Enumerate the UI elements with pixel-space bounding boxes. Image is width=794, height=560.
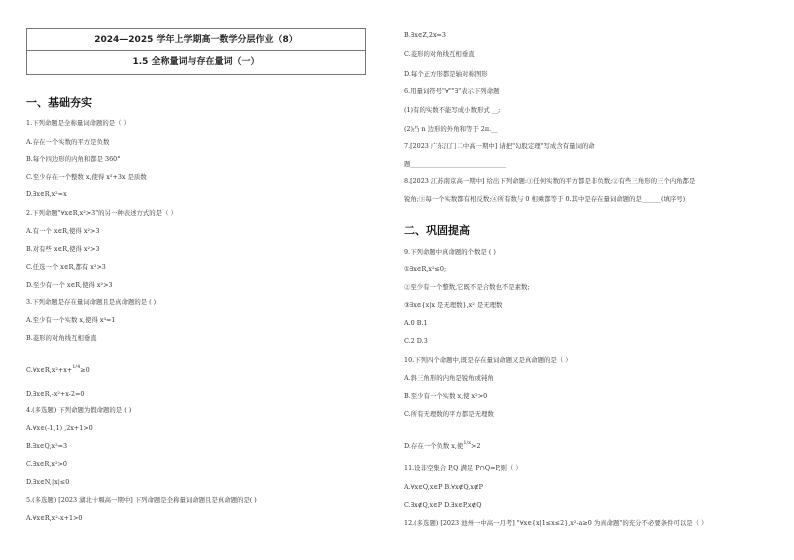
question-line: 锐角;③每一个实数都有相反数;④所有数与 0 相乘都等于 0.其中是存在量词命题的是______(填序号) — [404, 195, 686, 203]
option-line: A.∀x∈(-1,1) ,2x+1>0 — [26, 424, 93, 432]
option-line: B.∃x∈Q,x²=3 — [26, 442, 68, 450]
question-line: 题______________________________ — [404, 160, 507, 168]
option-line: C.至少存在一个整数 x,使得 x²+3x 是质数 — [26, 173, 147, 181]
section-heading-2: 二、巩固提高 — [404, 224, 470, 237]
question-line: 2.下列命题"∀x∈R,x²>3"的另一种表述方式的是（ ） — [26, 209, 177, 217]
option-line — [404, 442, 480, 451]
question-line: (2)凸 n 边形的外角和等于 2π.__ — [404, 125, 498, 133]
question-line: 10.下列四个命题中,既是存在量词命题又是真命题的是（ ） — [404, 356, 572, 364]
option-line: D.∃x∈R,x²=x — [26, 190, 67, 198]
option-line — [26, 366, 90, 375]
fraction: 1/4 — [72, 364, 81, 370]
option-line: D.∃x∈N,|x|≤0 — [26, 478, 70, 486]
option-line: B.每个四边形的内角和都是 360° — [26, 155, 121, 163]
option-text: >2 — [471, 442, 481, 450]
option-line: D.∃x∈R,-x²+x-2=0 — [26, 390, 85, 398]
option-line: D.至少有一个 x∈R,使得 x²>3 — [26, 281, 113, 289]
fraction: 1/x — [463, 440, 472, 446]
option-line: ①∃x∈R,x²≤0; — [404, 265, 447, 273]
section-heading-1: 一、基础夯实 — [26, 96, 92, 109]
option-line: C.∃x∈R,x²>0 — [26, 460, 67, 468]
option-text: C.∀x∈R,x²+x+ — [26, 366, 73, 374]
question-line: 3.下列命题是存在量词命题且是真命题的是 ( ) — [26, 298, 157, 306]
option-line: A.斜三角形的内角是锐角或钝角 — [404, 374, 494, 382]
option-line: B.至少有一个实数 x,使 x²>0 — [404, 392, 488, 400]
question-line: (1)有的实数不能写成小数形式 __; — [404, 106, 501, 114]
option-line: A.至少有一个实数 x,使得 x³=1 — [26, 316, 116, 324]
option-line: B.菱形的对角线互相垂直 — [26, 334, 97, 342]
option-line: B.对有些 x∈R,使得 x²>3 — [26, 245, 100, 253]
page-subtitle: 1.5 全称量词与存在量词（一） — [26, 51, 366, 75]
question-line: 6.用量词符号"∀""∃"表示下列命题 — [404, 87, 500, 95]
option-line: A.存在一个实数的平方是负数 — [26, 138, 110, 146]
option-line: B.∃x∈Z,2x=3 — [404, 31, 446, 39]
question-line: 5.(多选题) [2023 湖北十堰高一期中] 下列命题是全称量词命题且是真命题的是( ) — [26, 496, 257, 504]
page-title: 2024—2025 学年上学期高一数学分层作业（8） — [26, 28, 366, 51]
option-line: C.2 D.3 — [404, 337, 428, 345]
question-line: 8.[2023 江苏南京高一期中] 给出下列命题:①任何实数的平方都是非负数;②有些三角形的三个内角都是 — [404, 177, 696, 185]
option-line: C.所有无理数的平方都是无理数 — [404, 410, 494, 418]
option-line: C.∃x∉Q,x∈P D.∃x∈P,x∉Q — [404, 501, 482, 509]
question-line: 4.(多选题) 下列命题为假命题的是 ( ) — [26, 406, 132, 414]
question-line: 7.[2023 广东江门二中高一期中] 请把"勾股定理"写成含有量词的命 — [404, 142, 595, 150]
option-line: ②至少有一个整数,它既不是合数也不是素数; — [404, 283, 530, 291]
option-line: D.每个正方形都是轴对称图形 — [404, 70, 488, 78]
option-line: A.∀x∈Q,x∈P B.∀x∉Q,x∉P — [404, 483, 483, 491]
option-line: A.有一个 x∈R,使得 x²>3 — [26, 227, 100, 235]
question-line: 12.(多选题) [2023 池州一中高一月考] "∀x∈{x|1≤x≤2},x²-a≥0 为真命题"的充分不必要条件可以是（ ） — [404, 519, 708, 527]
question-line: 9.下列命题中真命题的个数是 ( ) — [404, 248, 496, 256]
question-line: 1.下列命题是全称量词命题的是（ ） — [26, 119, 130, 127]
option-text: ≥0 — [80, 366, 90, 374]
option-line: A.0 B.1 — [404, 319, 428, 327]
option-line: ③∃x∈{x|x 是无理数},x² 是无理数 — [404, 301, 503, 309]
question-line: 11.设非空集合 P,Q 满足 P∩Q=P,则（ ） — [404, 464, 522, 472]
option-text: D.存在一个负数 x,使 — [404, 442, 464, 450]
option-line: A.∀x∈R,x²-x+1>0 — [26, 514, 83, 522]
option-line: C.菱形的对角线互相垂直 — [404, 50, 475, 58]
option-line: C.任选一个 x∈R,都有 x²>3 — [26, 263, 106, 271]
